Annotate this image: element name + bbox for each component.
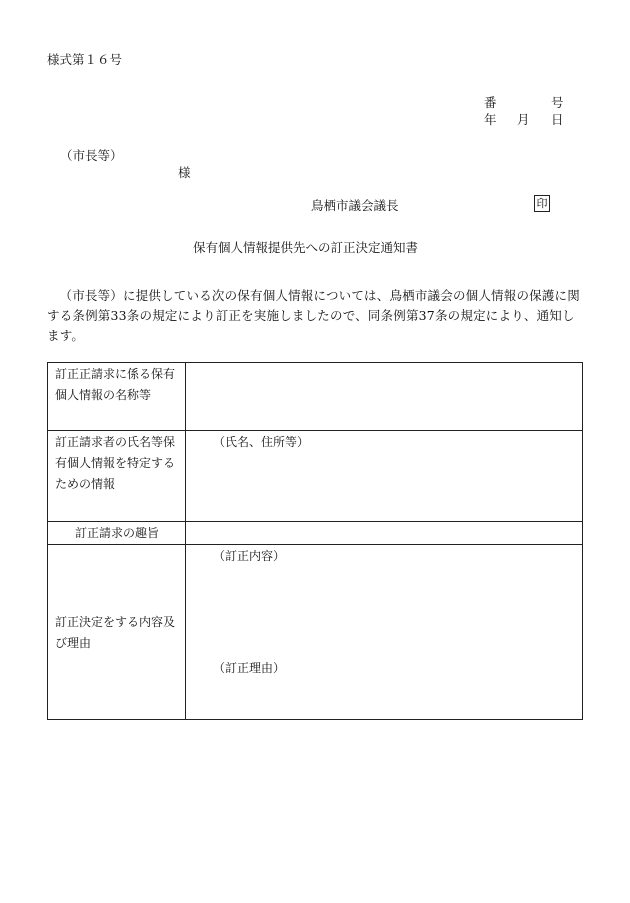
seal-mark: 印	[534, 195, 550, 212]
row-label-decision: 訂正決定をする内容及び理由	[48, 545, 186, 720]
correction-content-label: （訂正内容）	[213, 549, 286, 563]
row-value-decision	[186, 545, 583, 720]
number-label: 番	[484, 95, 497, 110]
row-label-requester: 訂正請求者の氏名等保有個人情報を特定するための情報	[48, 431, 186, 522]
date-year: 年	[484, 112, 497, 127]
document-title: 保有個人情報提供先への訂正決定通知書	[193, 240, 419, 255]
table-row	[48, 522, 583, 545]
notice-body: （市長等）に提供している次の保有個人情報については、鳥栖市議会の個人情報の保護に関する条例第33条の規定により訂正を実施しましたので、同条例第37条の規定により、通知します。	[47, 288, 580, 343]
correction-table	[47, 362, 583, 720]
correction-reason-label: （訂正理由）	[213, 661, 286, 675]
row-value-info-name	[186, 363, 583, 431]
date-month: 月	[517, 112, 530, 127]
row-label-purpose: 訂正請求の趣旨	[48, 522, 186, 545]
row-value-requester: （氏名、住所等）	[186, 431, 583, 522]
table-row	[48, 545, 583, 720]
date-day: 日	[551, 112, 564, 127]
row-label-info-name: 訂正正請求に係る保有個人情報の名称等	[48, 363, 186, 431]
table-row	[48, 431, 583, 522]
table-row	[48, 363, 583, 431]
form-number: 様式第１６号	[47, 52, 123, 67]
number-suffix: 号	[551, 95, 564, 110]
addressee-honorific: 様	[178, 165, 191, 180]
addressee-title: （市長等）	[60, 148, 123, 163]
row-value-purpose	[186, 522, 583, 545]
sender-name: 鳥栖市議会議長	[311, 198, 399, 213]
